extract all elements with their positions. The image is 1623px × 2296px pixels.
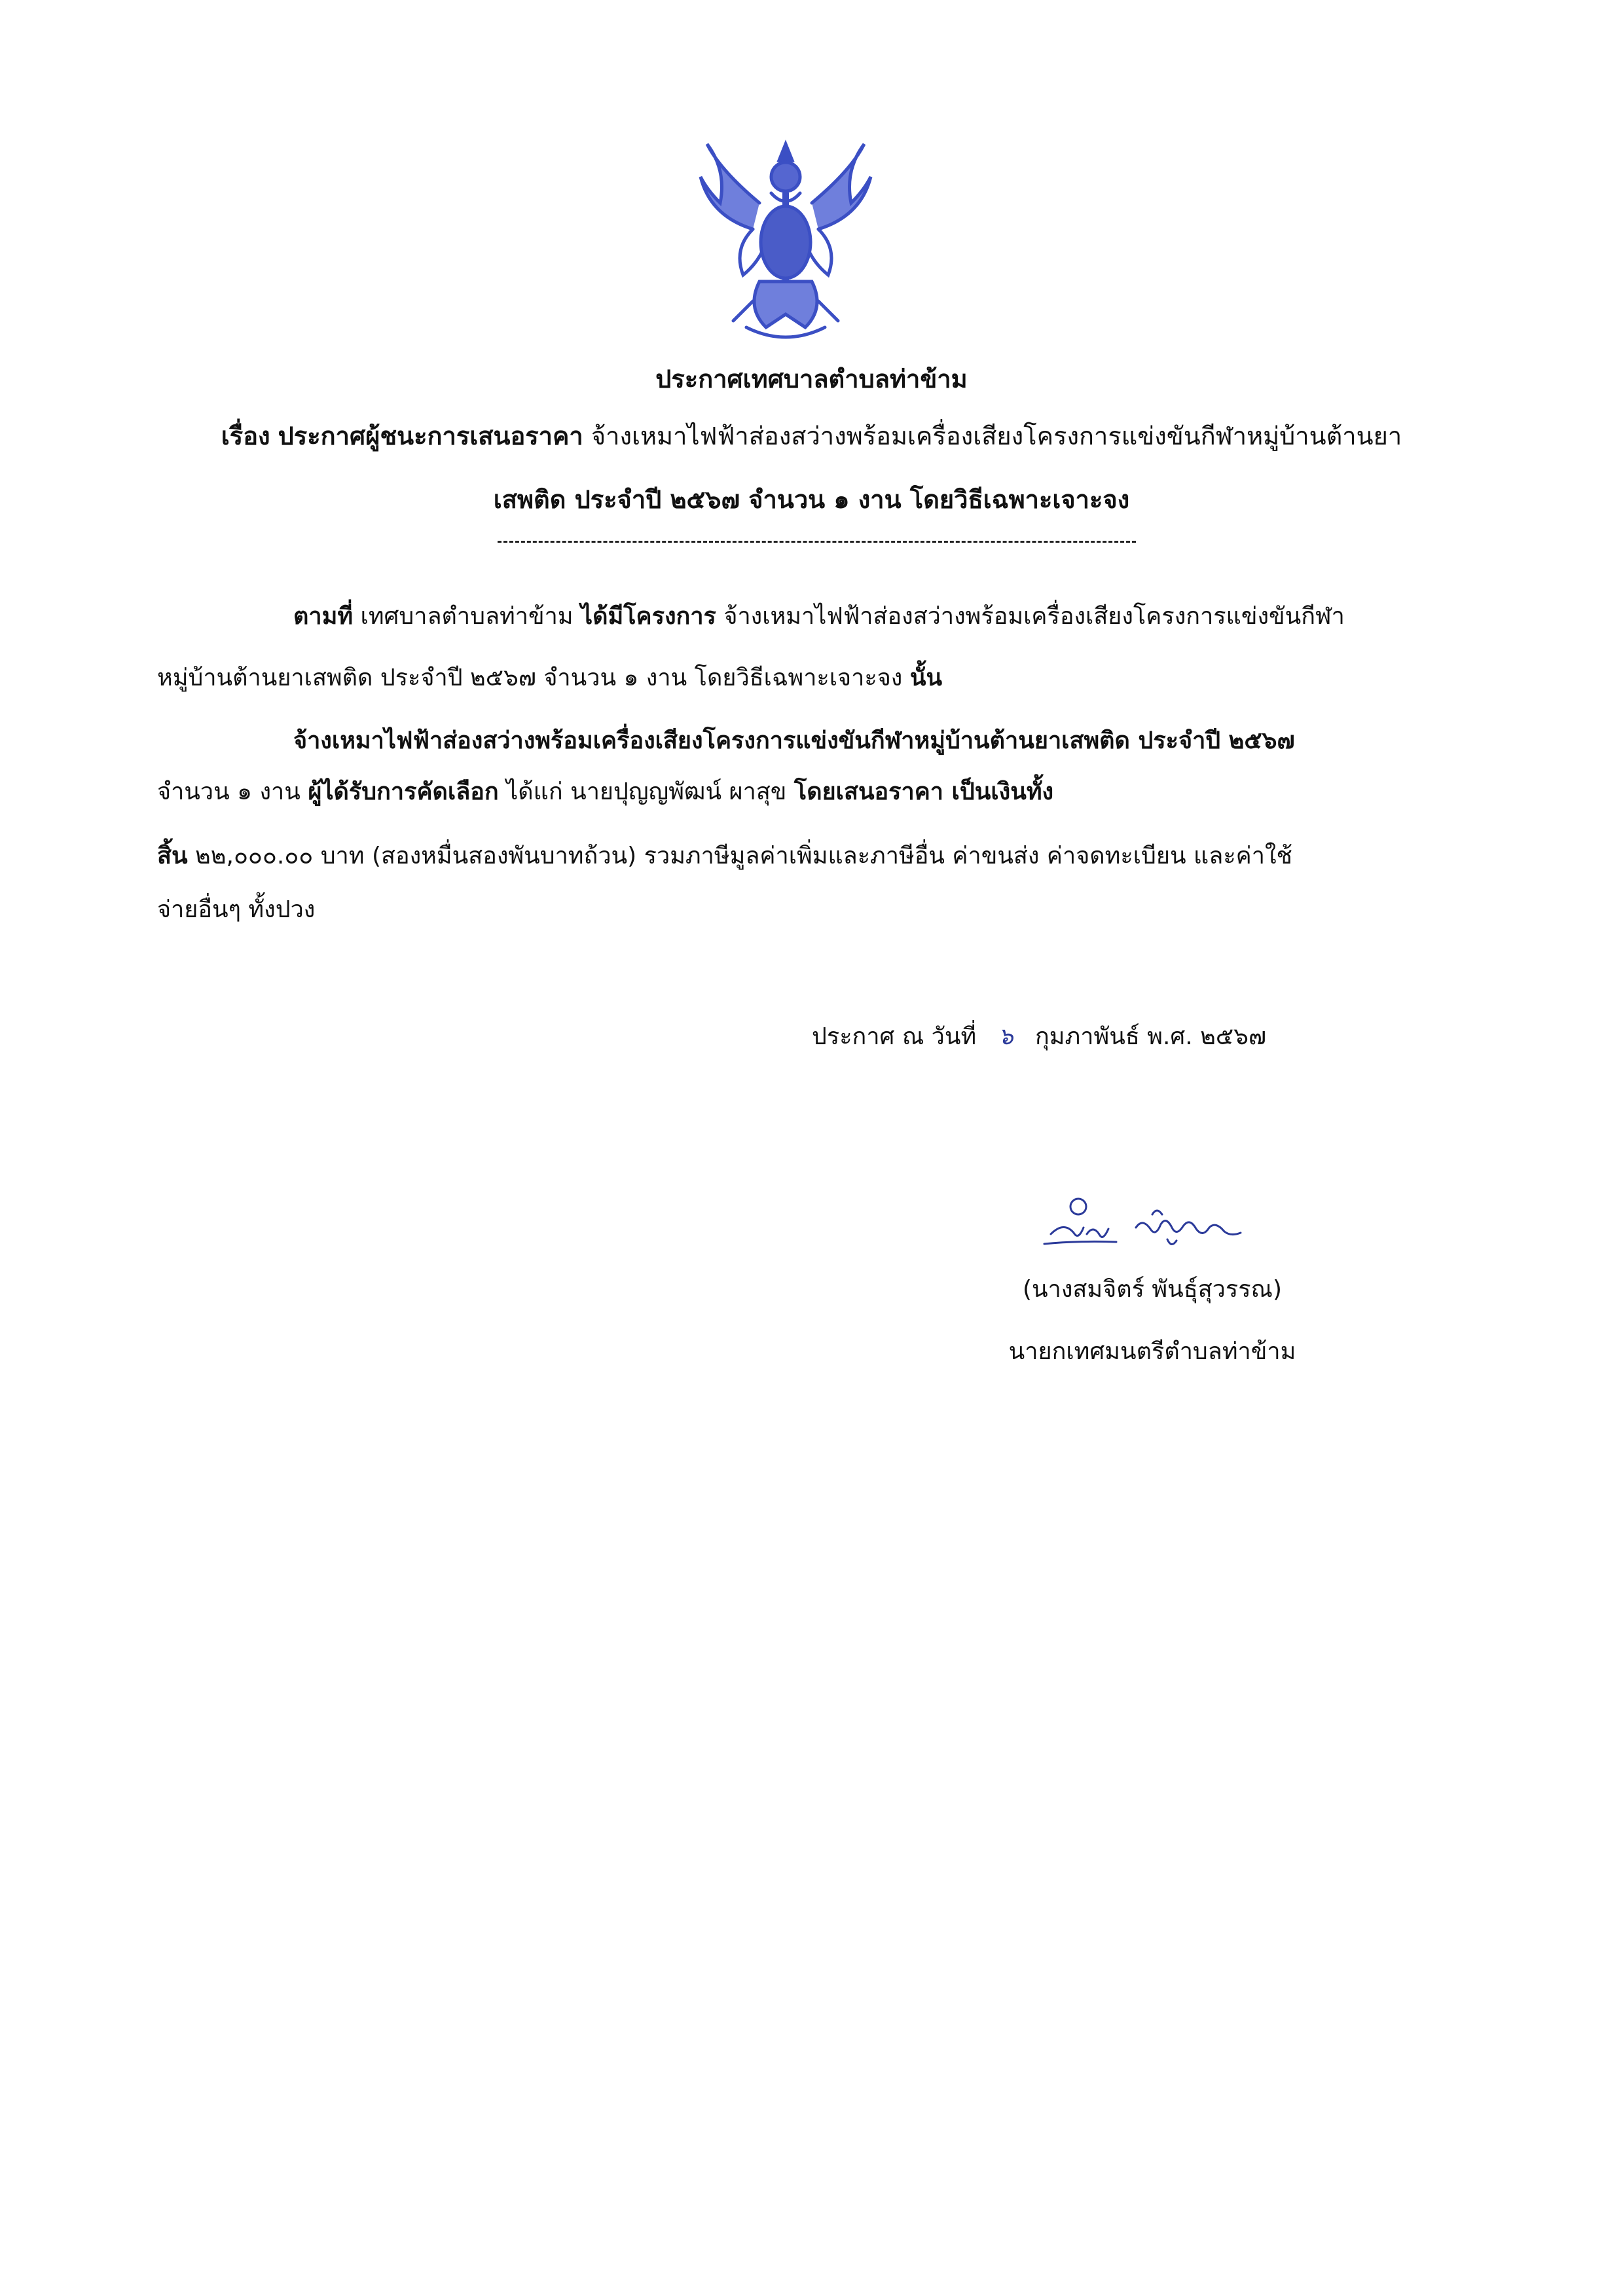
paragraph-1-line-1 bbox=[293, 604, 1345, 630]
p2-line-4: จ่ายอื่นๆ ทั้งปวง bbox=[157, 896, 316, 923]
p2-line-2-bold-1: ผู้ได้รับการคัดเลือก bbox=[308, 778, 499, 805]
paragraph-2-line-3 bbox=[157, 843, 1292, 869]
date-month-year: กุมภาพันธ์ พ.ศ. ๒๕๖๗ bbox=[1035, 1023, 1267, 1050]
date-prefix: ประกาศ ณ วันที่ bbox=[812, 1023, 977, 1050]
paragraph-2-line-1 bbox=[293, 728, 1295, 754]
subject-line-2-text: เสพติด ประจำปี ๒๕๖๗ จำนวน ๑ งาน โดยวิธีเฉพาะเจาะจง bbox=[493, 485, 1130, 514]
p2-line-2-bold-2: โดยเสนอราคา เป็นเงินทั้ง bbox=[793, 778, 1054, 805]
p2-line-2-text-2: ได้แก่ นายปุญญพัฒน์ ผาสุข bbox=[506, 778, 787, 805]
signer-title: นายกเทศมนตรีตำบลท่าข้าม bbox=[1008, 1338, 1296, 1365]
p1-line-2-text: หมู่บ้านต้านยาเสพติด ประจำปี ๒๕๖๗ จำนวน ๑ งาน โดยวิธีเฉพาะเจาะจง bbox=[157, 665, 903, 691]
signer-name: (นางสมจิตร์ พันธุ์สุวรรณ) bbox=[1022, 1276, 1283, 1303]
p2-line-1: จ้างเหมาไฟฟ้าส่องสว่างพร้อมเครื่องเสียงโครงการแข่งขันกีฬาหมู่บ้านต้านยาเสพติด ประจำปี ๒๕๖๗ bbox=[293, 727, 1295, 754]
paragraph-2-line-4 bbox=[157, 897, 315, 923]
announcement-heading: ประกาศเทศบาลตำบลท่าข้าม bbox=[655, 365, 968, 393]
p1-bold-2: ได้มีโครงการ bbox=[581, 603, 716, 630]
subject-prefix: เรื่อง bbox=[221, 422, 270, 450]
announcement-date bbox=[812, 1017, 1266, 1055]
p1-bold-1: ตามที่ bbox=[293, 603, 354, 630]
p2-line-2-text-1: จำนวน ๑ งาน bbox=[157, 778, 301, 805]
subject-line-1 bbox=[131, 416, 1492, 456]
p2-line-3-bold: สิ้น bbox=[157, 843, 188, 869]
p1-line-2-bold: นั้น bbox=[909, 665, 943, 691]
subject-bold-part: ประกาศผู้ชนะการเสนอราคา bbox=[278, 422, 583, 450]
paragraph-1-line-2 bbox=[157, 665, 942, 691]
p1-text-1: เทศบาลตำบลท่าข้าม bbox=[360, 603, 574, 630]
p2-line-3-text: ๒๒,๐๐๐.๐๐ บาท (สองหมื่นสองพันบาทถ้วน) รวมภาษีมูลค่าเพิ่มและภาษีอื่น ค่าขนส่ง ค่าจดทะเบียน และค่าใช้ bbox=[195, 843, 1292, 869]
subject-line-2 bbox=[131, 479, 1492, 519]
date-day: ๖ bbox=[998, 1023, 1013, 1050]
p1-text-2: จ้างเหมาไฟฟ้าส่องสว่างพร้อมเครื่องเสียงโครงการแข่งขันกีฬา bbox=[723, 603, 1345, 630]
garuda-emblem-icon bbox=[681, 131, 890, 347]
paragraph-2-line-2 bbox=[157, 779, 1053, 805]
handwritten-signature-icon bbox=[1038, 1188, 1254, 1260]
separator-line bbox=[498, 541, 1136, 543]
subject-line-1-rest: จ้างเหมาไฟฟ้าส่องสว่างพร้อมเครื่องเสียงโครงการแข่งขันกีฬาหมู่บ้านต้านยา bbox=[591, 422, 1402, 450]
